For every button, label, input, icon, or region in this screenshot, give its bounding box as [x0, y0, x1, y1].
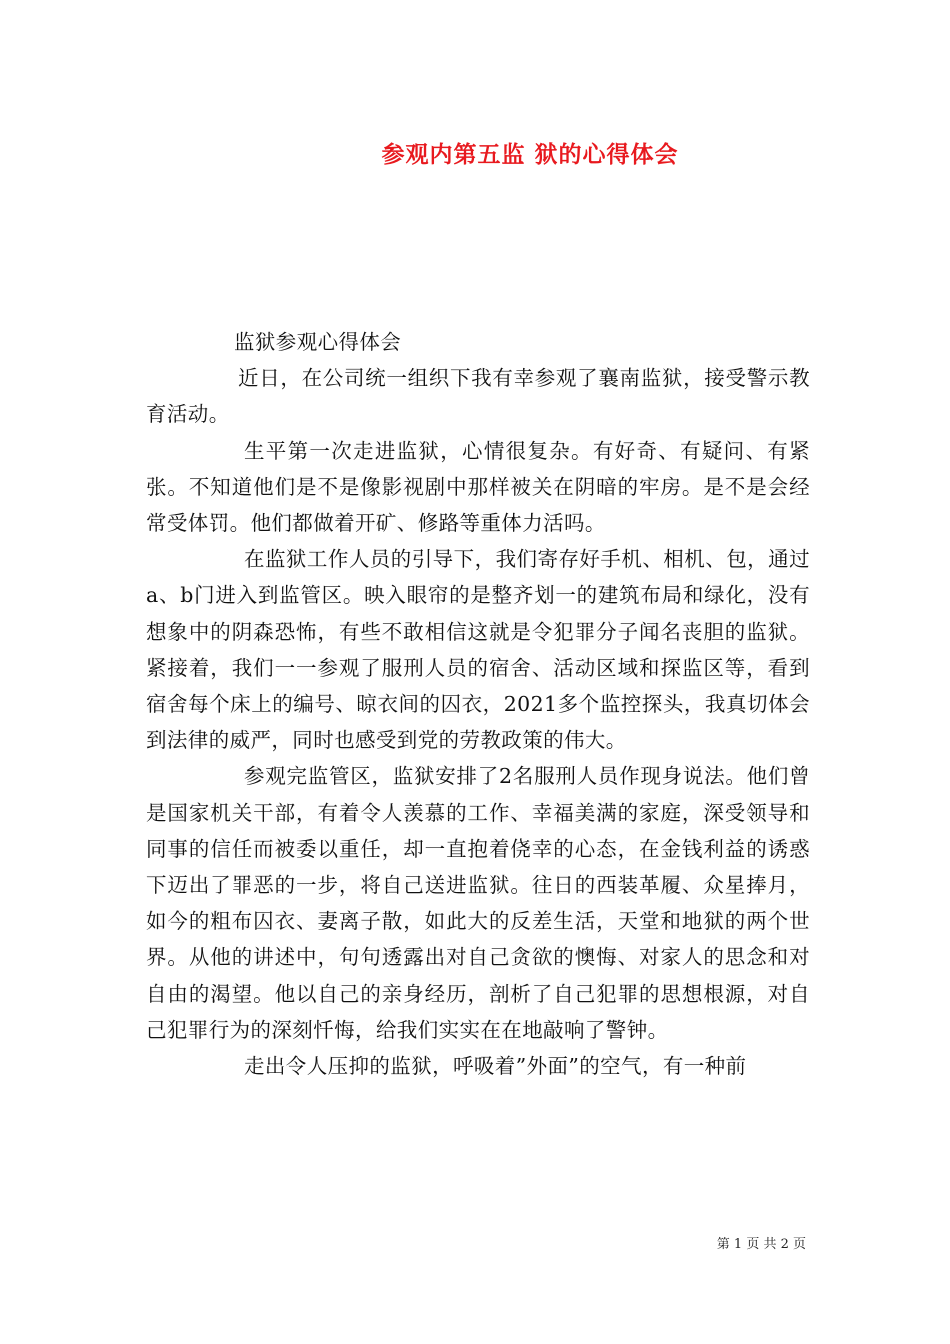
paragraph: 参观完监管区，监狱安排了2名服刑人员作现身说法。他们曾是国家机关干部，有着令人羡慕的工作、幸福美满的家庭，深受领导和同事的信任而被委以重任，却一直抱着侥幸的心态，在金钱利益的诱惑下迈出了罪恶的一步，将自己送进监狱。往日的西装革履、众星捧月，如今的粗布囚衣、妻离子散，如此大的反差生活，天堂和地狱的两个世界。从他的讲述中，句句透露出对自己贪欲的懊悔、对家人的思念和对自由的渴望。他以自己的亲身经历，剖析了自己犯罪的思想根源，对自己犯罪行为的深刻忏悔，给我们实实在在地敲响了警钟。	[146, 764, 810, 1042]
document-title: 参观内第五监 狱的心得体会	[381, 142, 679, 168]
paragraph: 在监狱工作人员的引导下，我们寄存好手机、相机、包，通过a、b门进入到监管区。映入眼帘的是整齐划一的建筑布局和绿化，没有想象中的阴森恐怖，有些不敢相信这就是令犯罪分子闻名丧胆的监狱。紧接着，我们一一参观了服刑人员的宿舍、活动区域和探监区等，看到宿舍每个床上的编号、晾衣间的囚衣，2021多个监控探头，我真切体会到法律的威严，同时也感受到党的劳教政策的伟大。	[146, 547, 810, 753]
paragraph: 生平第一次走进监狱，心情很复杂。有好奇、有疑问、有紧张。不知道他们是不是像影视剧中那样被关在阴暗的牢房。是不是会经常受体罚。他们都做着开矿、修路等重体力活吗。	[146, 438, 810, 536]
document-body	[146, 324, 810, 1084]
document-subtitle: 监狱参观心得体会	[234, 330, 402, 354]
paragraph: 走出令人压抑的监狱，呼吸着”外面”的空气，有一种前	[244, 1054, 747, 1079]
paragraph: 近日，在公司统一组织下我有幸参观了襄南监狱，接受警示教育活动。	[146, 366, 810, 427]
page-number: 第 1 页 共 2 页	[716, 1237, 806, 1252]
